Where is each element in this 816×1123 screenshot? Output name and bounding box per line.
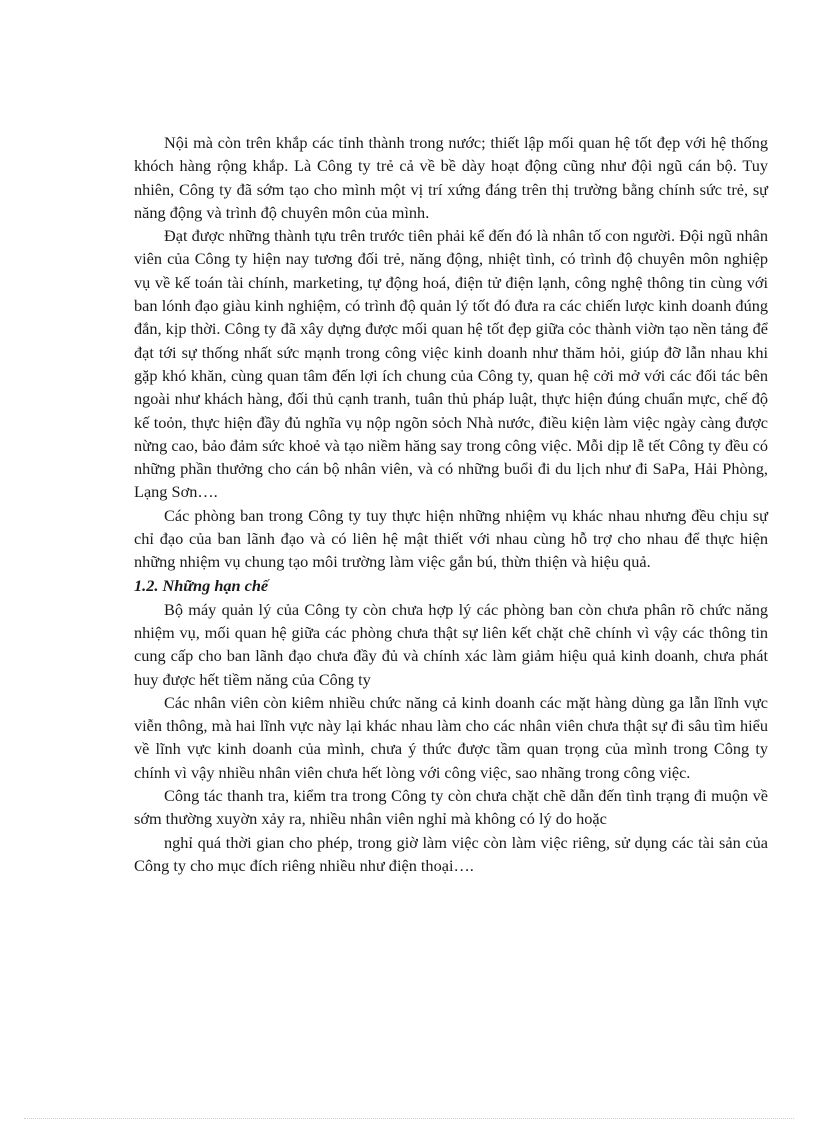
paragraph: Công tác thanh tra, kiểm tra trong Công ty còn chưa chặt chẽ dẫn đến tình trạng đi muộn về sớm thường xuyờn xảy ra, nhiều nhân viên nghỉ mà không có lý do hoặc (134, 786, 768, 829)
paragraph: nghỉ quá thời gian cho phép, trong giờ làm việc còn làm việc riêng, sử dụng các tài sản của Công ty cho mục đích riêng nhiều như điện thoại…. (134, 832, 768, 875)
document-body (134, 131, 768, 877)
page-bottom-rule (24, 1118, 794, 1119)
paragraph: Đạt được những thành tựu trên trước tiên phải kể đến đó là nhân tố con người. Đội ngũ nhân viên của Công ty hiện nay tương đối trẻ, năng động, nhiệt tình, có trình độ chuyên môn nghiệp vụ về kế toán tài chính, marketing, tự động hoá, điện tử điện lạnh, công nghệ thông tin cùng với ban lónh đạo giàu kinh nghiệm, có trình độ quản lý tốt đó đưa ra các chiến lược kinh doanh đúng đắn, kịp thời. Công ty đã xây dựng được mối quan hệ tốt đẹp giữa cỏc thành viờn tạo nền tảng để đạt tới sự thống nhất sức mạnh trong công việc kinh doanh như thăm hỏi, giúp đỡ lẫn nhau khi gặp khó khăn, cùng quan tâm đến lợi ích chung của Công ty, quan hệ cởi mở với các đối tác bên ngoài như khách hàng, đối thủ cạnh tranh, tuân thủ pháp luật, thực hiện đúng chuẩn mực, chế độ kế toỏn, thực hiện đầy đủ nghĩa vụ nộp ngõn sỏch Nhà nước, điều kiện làm việc ngày càng được nừng cao, bảo đảm sức khoẻ và tạo niềm hăng say trong công việc. Mỗi dịp lễ tết Công ty đều có những phần thưởng cho cán bộ nhân viên, và có những buổi đi du lịch như đi SaPa, Hải Phòng, Lạng Sơn…. (134, 226, 768, 502)
paragraph: Các nhân viên còn kiêm nhiều chức năng cả kinh doanh các mặt hàng dùng ga lẫn lĩnh vực viễn thông, mà hai lĩnh vực này lại khác nhau làm cho các nhân viên chưa thật sự đi sâu tìm hiểu về lĩnh vực kinh doanh của mình, chưa ý thức được tầm quan trọng của mình trong Công ty chính vì vậy nhiều nhân viên chưa hết lòng với công việc, sao nhãng trong công việc. (134, 692, 768, 782)
section-heading: 1.2. Những hạn chế (134, 575, 269, 595)
paragraph: Nội mà còn trên khắp các tỉnh thành trong nước; thiết lập mối quan hệ tốt đẹp với hệ thống khóch hàng rộng khắp. Là Công ty trẻ cả về bề dày hoạt động cũng như đội ngũ cán bộ. Tuy nhiên, Công ty đã sớm tạo cho mình một vị trí xứng đáng trên thị trường bằng chính sức trẻ, sự năng động và trình độ chuyên môn của mình. (134, 133, 768, 222)
paragraph: Các phòng ban trong Công ty tuy thực hiện những nhiệm vụ khác nhau nhưng đều chịu sự chỉ đạo của ban lãnh đạo và có liên hệ mật thiết với nhau cùng hỗ trợ cho nhau để thực hiện những nhiệm vụ chung tạo môi trường làm việc gắn bú, thừn thiện và hiệu quả. (134, 505, 768, 572)
paragraph: Bộ máy quản lý của Công ty còn chưa hợp lý các phòng ban còn chưa phân rõ chức năng nhiệm vụ, mối quan hệ giữa các phòng chưa thật sự liên kết chặt chẽ chính vì vậy các thông tin cung cấp cho ban lãnh đạo chưa đầy đủ và chính xác làm giảm hiệu quả kinh doanh, chưa phát huy được hết tiềm năng của Công ty (134, 599, 768, 689)
